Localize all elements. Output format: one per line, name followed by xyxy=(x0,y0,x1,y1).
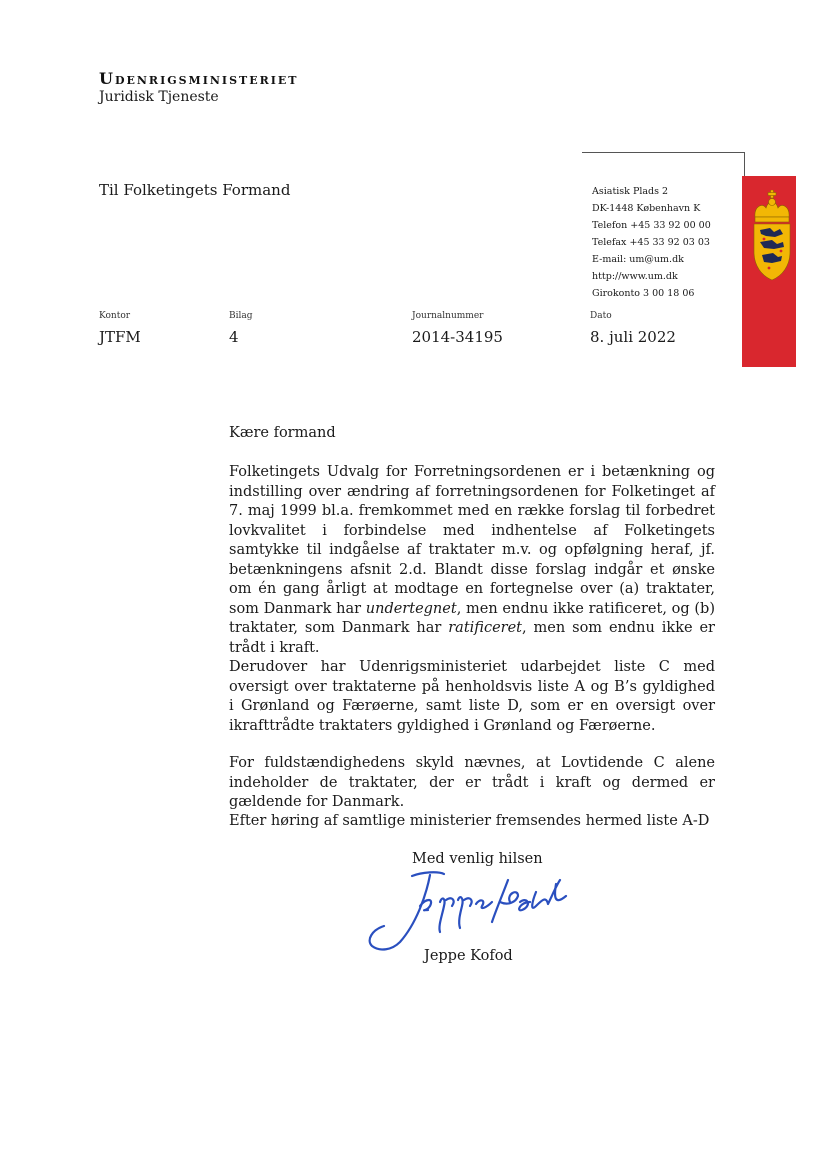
paragraph-1 xyxy=(229,463,715,658)
recipient: Til Folketingets Formand xyxy=(99,181,291,199)
paragraph-1-text: Folketingets Udvalg for Forretningsordenen er i betænkning og indstilling over ændring af forretningsordenen for Folketinget af 7. maj 1999 bl.a. fremkommet med en række forslag til forbedret lovkvalitet i forbindelse med indhentelse af Folketingets samtykke til indgåelse af traktater m.v. og opfølgning heraf, jf. betænkningens afsnit 2.d. Blandt disse forslag indgår et ønske om én gang årligt at modtage en fortegnelse over (a) traktater, som Danmark har xyxy=(229,464,715,617)
department-name: Juridisk Tjeneste xyxy=(99,89,219,105)
header-rule-vertical xyxy=(744,152,745,176)
journal-label: Journalnummer xyxy=(412,311,484,321)
closing: Med venlig hilsen xyxy=(412,851,543,867)
paragraph-1-text: , men endnu ikke ratificeret, og (b) traktater, som Danmark har xyxy=(229,600,716,636)
date-label: Dato xyxy=(590,311,612,321)
address-line: E-mail: um@um.dk xyxy=(592,254,684,265)
signature xyxy=(360,866,575,952)
bilag-label: Bilag xyxy=(229,311,253,321)
paragraph-1-emphasis: ratificeret xyxy=(448,620,523,636)
bilag-value: 4 xyxy=(229,328,239,346)
address-line: Telefon +45 33 92 00 00 xyxy=(592,220,711,231)
kontor-value: JTFM xyxy=(99,328,141,346)
ministry-name: Udenrigsministeriet xyxy=(99,69,299,88)
address-line: Telefax +45 33 92 03 03 xyxy=(592,237,710,248)
signatory-name: Jeppe Kofod xyxy=(424,948,513,964)
kontor-label: Kontor xyxy=(99,311,131,321)
address-line: http://www.um.dk xyxy=(592,271,678,282)
address-line: DK-1448 København K xyxy=(592,203,701,214)
address-line: Girokonto 3 00 18 06 xyxy=(592,288,695,299)
paragraph-1-text: , men som endnu ikke er trådt i kraft. xyxy=(229,620,715,656)
paragraph-3: For fuldstændighedens skyld nævnes, at Lovtidende C alene indeholder de traktater, der er trådt i kraft og dermed er gældende for Danmark. xyxy=(229,755,715,810)
paragraph-1-emphasis: undertegnet xyxy=(365,600,457,617)
paragraph-4: Efter høring af samtlige ministerier fremsendes hermed liste A-D xyxy=(229,813,710,829)
paragraph-2: Derudover har Udenrigsministeriet udarbejdet liste C med oversigt over traktaterne på henholdsvis liste A og B’s gyldighed i Grønland og Færøerne, samt liste D, som er en oversigt over ikrafttrådte traktaters gyldighed i Grønland og Færøerne. xyxy=(229,659,715,734)
greeting: Kære formand xyxy=(229,425,336,441)
header-rule xyxy=(582,152,745,153)
address-line: Asiatisk Plads 2 xyxy=(592,186,669,197)
date-value: 8. juli 2022 xyxy=(590,328,676,346)
address-block xyxy=(592,183,711,302)
journal-value: 2014-34195 xyxy=(412,328,503,346)
coat-of-arms-icon xyxy=(750,190,794,286)
